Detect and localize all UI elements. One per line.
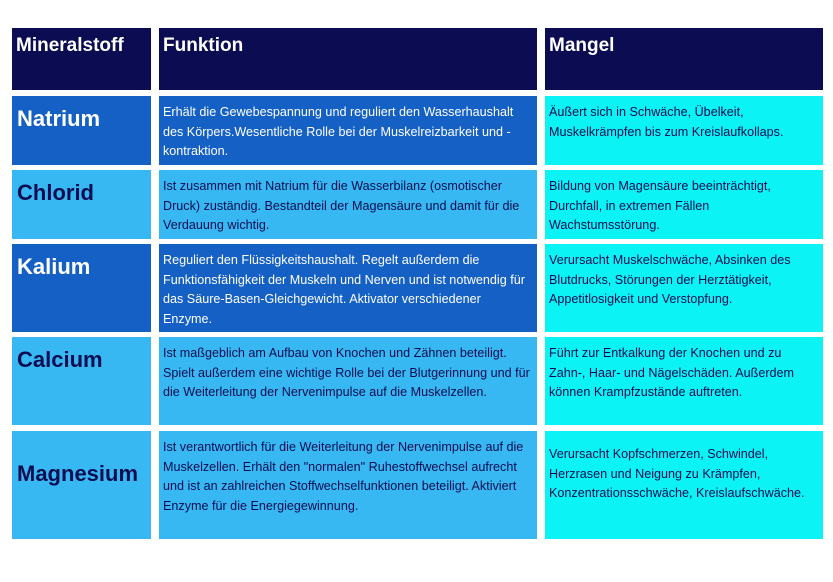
- header-funktion: Funktion: [159, 28, 537, 90]
- row-kalium-mangel: Verursacht Muskelschwäche, Absinken des Blutdrucks, Störungen der Herztätigkeit, Appetitlosigkeit und Verstopfung.: [545, 244, 823, 332]
- row-chlorid-funktion: Ist zusammen mit Natrium für die Wasserbilanz (osmotischer Druck) zuständig. Bestandteil der Magensäure und damit für die Verdauung wichtig.: [159, 170, 537, 239]
- row-calcium-mangel: Führt zur Entkalkung der Knochen und zu Zahn-, Haar- und Nägelschäden. Außerdem können Krampfzustände auftreten.: [545, 337, 823, 425]
- row-calcium-funktion: Ist maßgeblich am Aufbau von Knochen und Zähnen beteiligt. Spielt außerdem eine wichtige Rolle bei der Blutgerinnung und für die Weiterleitung der Nervenimpulse auf die Muskelzellen.: [159, 337, 537, 425]
- row-chlorid-name: Chlorid: [12, 170, 151, 239]
- header-mineralstoff: Mineralstoff: [12, 28, 151, 90]
- row-kalium-name: Kalium: [12, 244, 151, 332]
- row-natrium-funktion: Erhält die Gewebespannung und reguliert den Wasserhaushalt des Körpers.Wesentliche Rolle bei der Muskelreizbarkeit und -kontraktion.: [159, 96, 537, 165]
- row-natrium-name: Natrium: [12, 96, 151, 165]
- row-chlorid-mangel: Bildung von Magensäure beeinträchtigt, Durchfall, in extremen Fällen Wachstumsstörung.: [545, 170, 823, 239]
- header-mangel: Mangel: [545, 28, 823, 90]
- row-magnesium-funktion: Ist verantwortlich für die Weiterleitung der Nervenimpulse auf die Muskelzellen. Erhält den "normalen" Ruhestoffwechsel aufrecht und ist an zahlreichen Stoffwechselfunktionen beteiligt. Aktiviert Enzyme für die Energiegewinnung.: [159, 431, 537, 539]
- row-calcium-name: Calcium: [12, 337, 151, 425]
- row-magnesium-mangel: Verursacht Kopfschmerzen, Schwindel, Herzrasen und Neigung zu Krämpfen, Konzentrationsschwäche, Kreislaufschwäche.: [545, 431, 823, 539]
- row-natrium-mangel: Äußert sich in Schwäche, Übelkeit, Muskelkrämpfen bis zum Kreislaufkollaps.: [545, 96, 823, 165]
- row-magnesium-name: Magnesium: [12, 431, 151, 539]
- row-kalium-funktion: Reguliert den Flüssigkeitshaushalt. Regelt außerdem die Funktionsfähigkeit der Muskeln und Nerven und ist notwendig für das Säure-Basen-Gleichgewicht. Aktivator verschiedener Enzyme.: [159, 244, 537, 332]
